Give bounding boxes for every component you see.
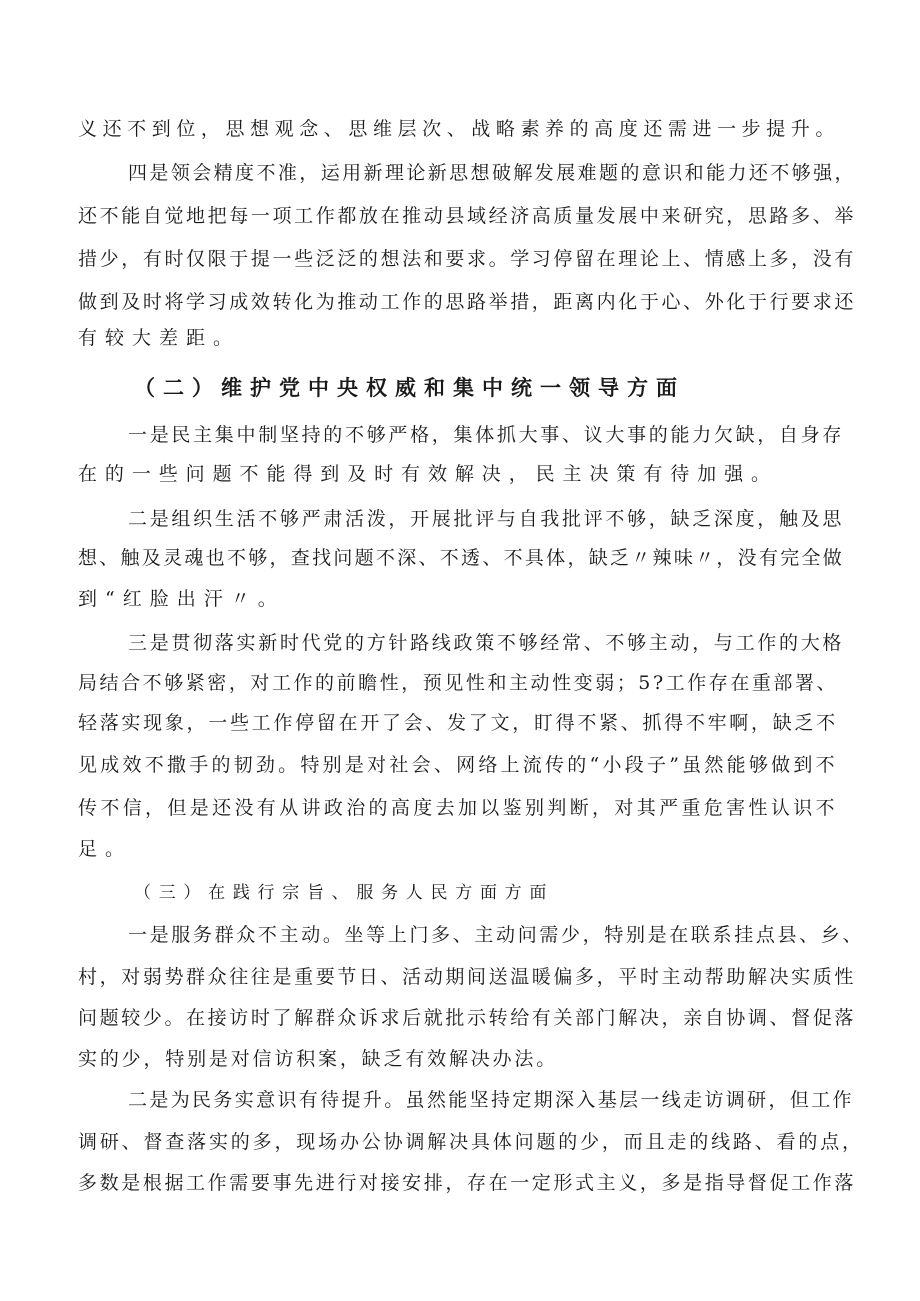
section-heading: （二）维护党中央权威和集中统一领导方面	[134, 376, 685, 400]
paragraph-line: 局结合不够紧密，对工作的前瞻性，预见性和主动性变弱；5?工作存在重部署、	[78, 672, 839, 694]
paragraph-line: 调研、督查落实的多，现场办公协调解决具体问题的少，而且走的线路、看的点，	[78, 1131, 864, 1153]
paragraph-line: 实的少，特别是对信访积案，缺乏有效解决办法。	[78, 1048, 559, 1070]
paragraph-line: 轻落实现象，一些工作停留在开了会、发了文，盯得不紧、抓得不牢啊，缺乏不	[78, 712, 838, 734]
paragraph-line: 四是领会精度不准，运用新理论新思想破解发展难题的意识和能力还不够强，	[128, 162, 856, 184]
paragraph-line: 义还不到位，思想观念、思维层次、战略素养的高度还需进一步提升。	[78, 118, 840, 140]
section-heading: （三）在践行宗旨、服务人民方面方面	[134, 883, 555, 903]
paragraph-line: 二是组织生活不够严肃活泼，开展批评与自我批评不够，缺乏深度，触及思	[128, 508, 845, 530]
paragraph-line: 一是民主集中制坚持的不够严格，集体抓大事、议大事的能力欠缺，自身存	[128, 424, 845, 446]
paragraph-line: 措少，有时仅限于提一些泛泛的想法和要求。学习停留在理论上、情感上多，没有	[78, 248, 856, 270]
paragraph-line: 传不信，但是还没有从讲政治的高度去加以鉴别判断，对其严重危害性认识不	[78, 797, 838, 819]
paragraph-line: 二是为民务实意识有待提升。虽然能坚持定期深入基层一线走访调研，但工作	[128, 1089, 854, 1111]
paragraph-line: 问题较少。在接访时了解群众诉求后就批示转给有关部门解决，亲自协调、督促落	[78, 1007, 856, 1029]
paragraph-line: 多数是根据工作需要事先进行对接安排，存在一定形式主义，多是指导督促工作落	[78, 1172, 856, 1194]
paragraph-line: 见成效不撒手的韧劲。特别是对社会、网络上流传的“小段子”虽然能够做到不	[78, 754, 838, 776]
paragraph-line: 想、触及灵魂也不够，查找问题不深、不透、不具体，缺乏〃辣味〃，没有完全做	[78, 547, 845, 569]
paragraph-line: 足。	[78, 838, 133, 860]
paragraph-line: 村，对弱势群众往往是重要节日、活动期间送温暖偏多，平时主动帮助解决实质性	[78, 966, 856, 988]
paragraph-line: 做到及时将学习成效转化为推动工作的思路举措，距离内化于心、外化于行要求还	[78, 291, 856, 313]
paragraph-line: 三是贯彻落实新时代党的方针路线政策不够经常、不够主动，与工作的大格	[128, 632, 845, 654]
paragraph-line: 还不能自觉地把每一项工作都放在推动县域经济高质量发展中来研究，思路多、举	[78, 205, 856, 227]
paragraph-line: 在的一些问题不能得到及时有效解决，民主决策有待加强。	[78, 463, 778, 485]
paragraph-line: 一是服务群众不主动。坐等上门多、主动问需少，特别是在联系挂点县、乡、	[128, 924, 865, 946]
paragraph-line: 到“红脸出汗〃。	[78, 588, 285, 610]
paragraph-line: 有较大差距。	[78, 327, 241, 349]
